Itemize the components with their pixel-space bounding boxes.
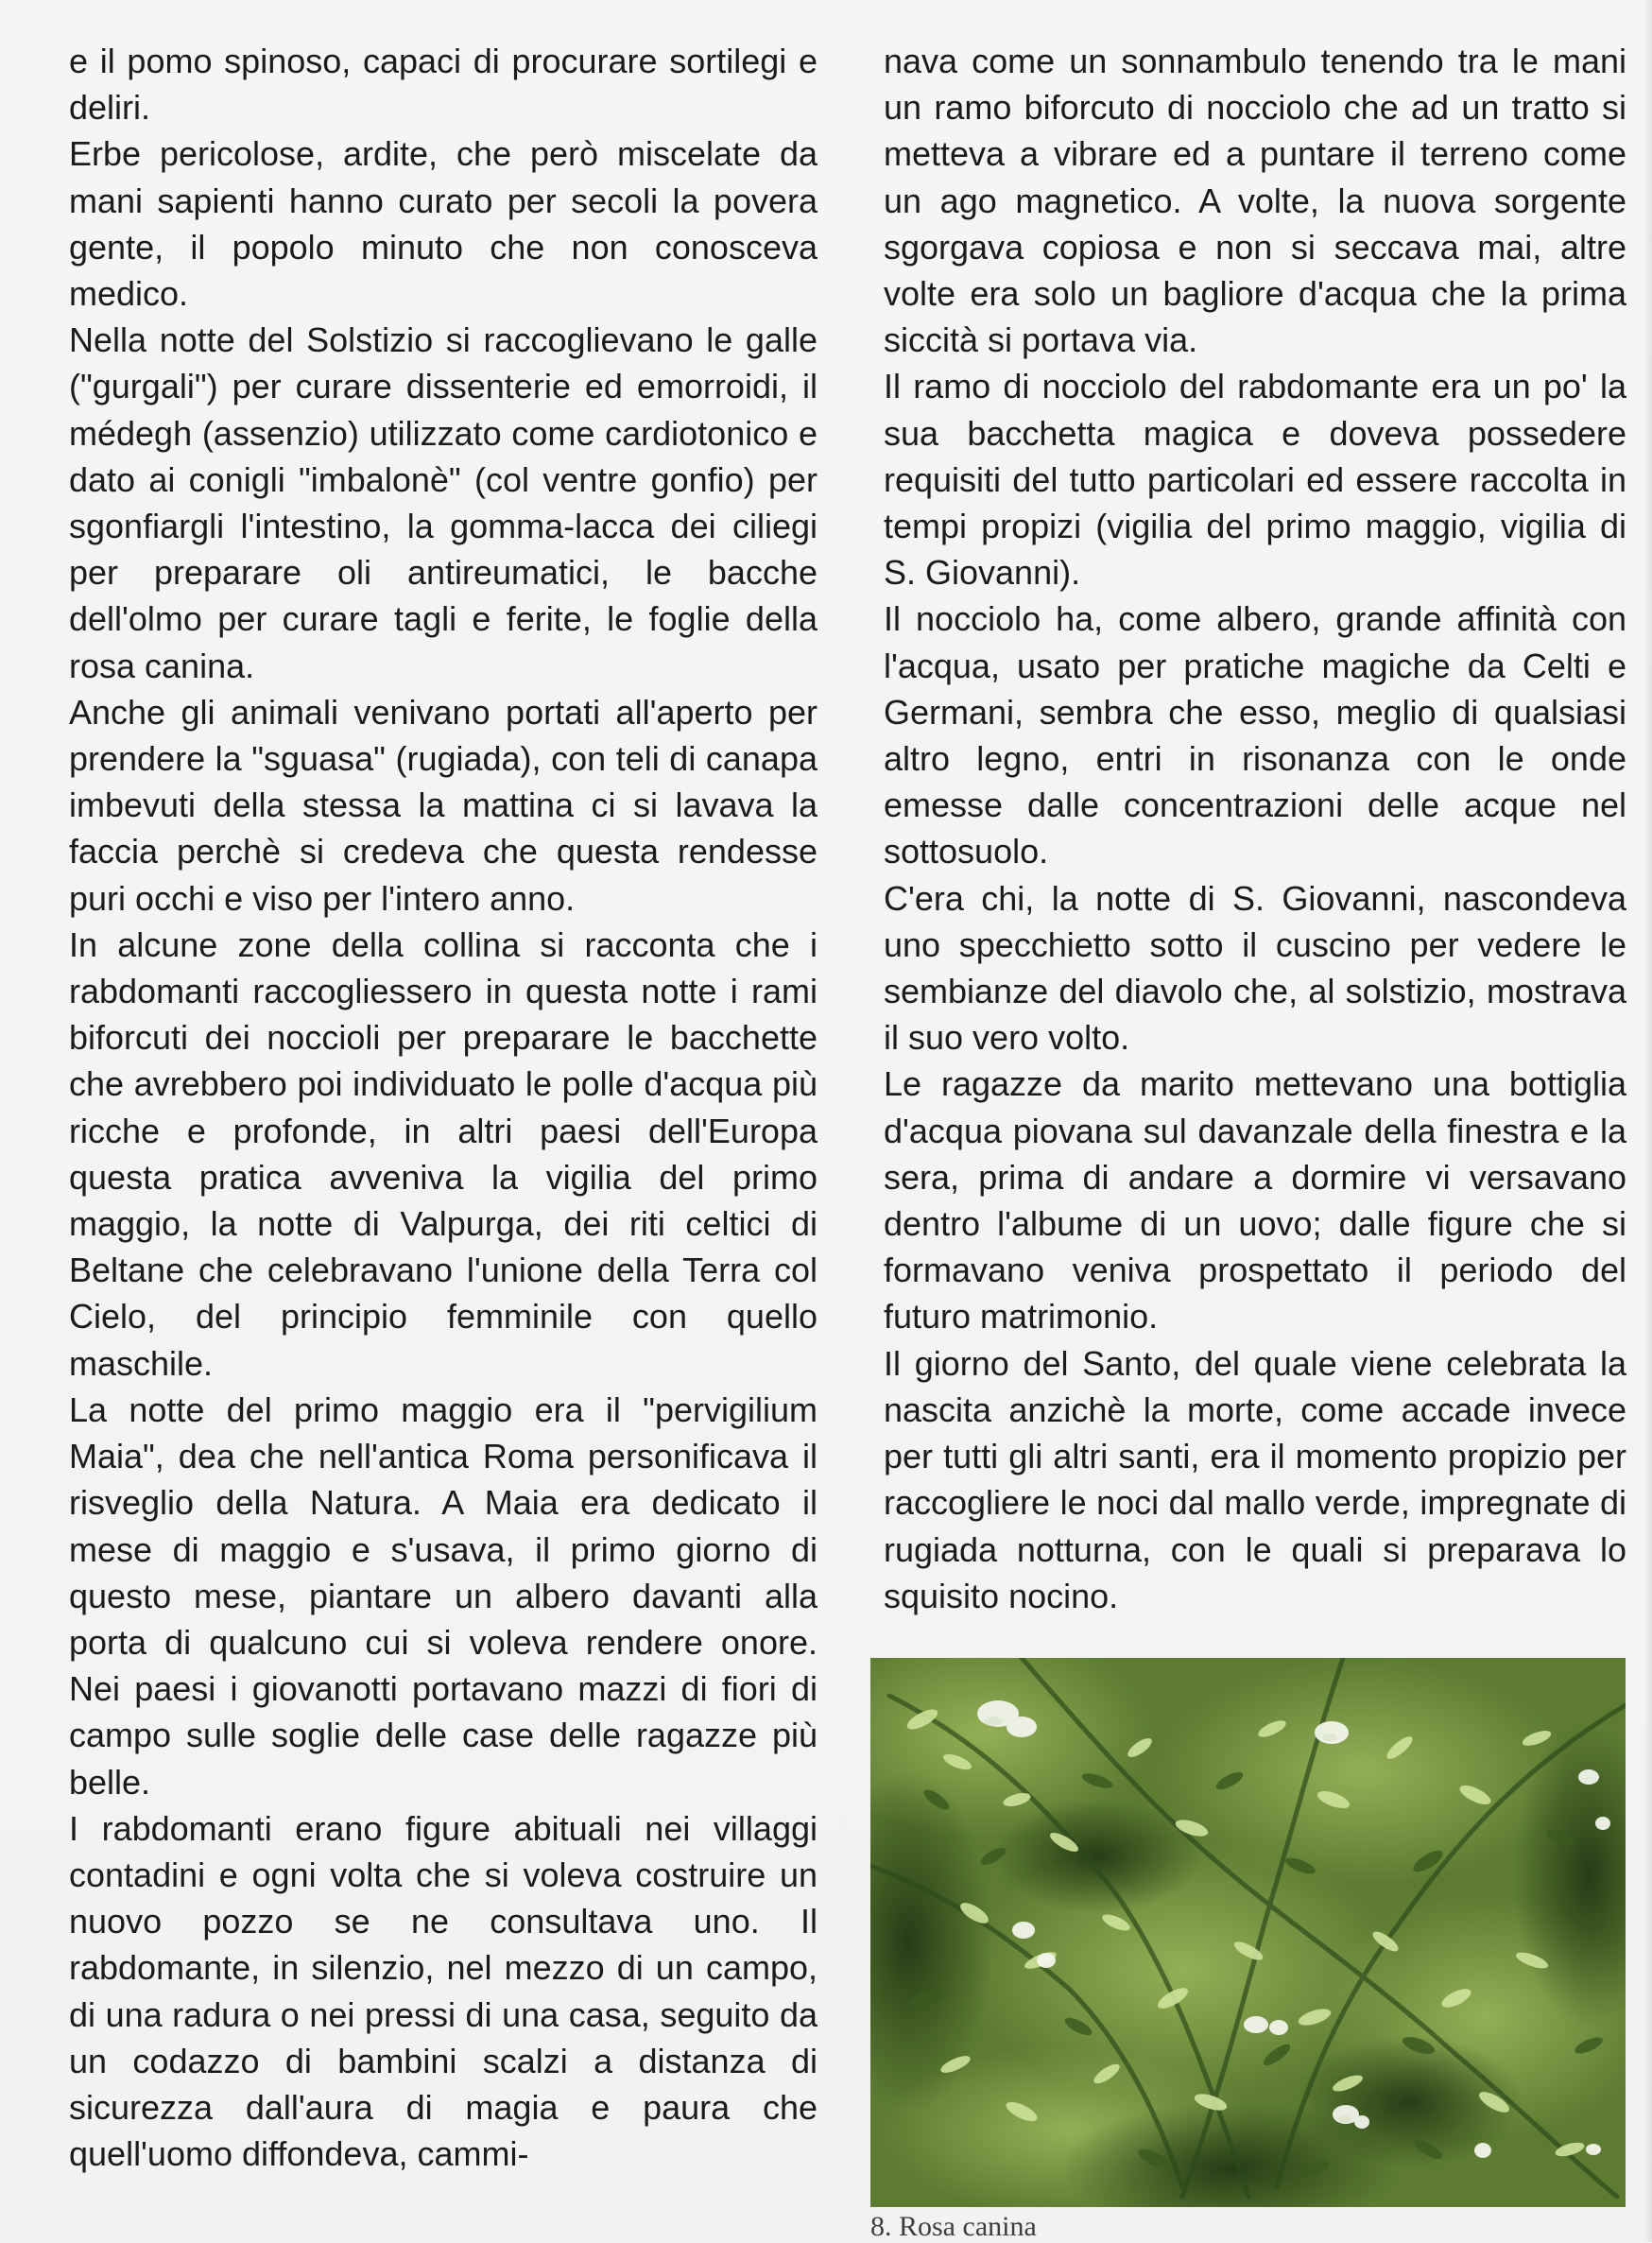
paragraph: Il nocciolo ha, come albero, grande affinità con l'acqua, usato per pratiche magiche da Celti e Germani, sembra che esso, meglio di qualsiasi altro legno, entri in risonanza con le onde emesse dalle concentrazioni delle acque nel sottosuolo.: [884, 599, 1626, 871]
scan-edge: [1644, 0, 1652, 2242]
paragraph: Anche gli animali venivano portati all'aperto per prendere la "sguasa" (rugiada), con teli di canapa imbevuti della stessa la mattina ci si lavava la faccia perchè si credeva che questa rendesse puri occhi e viso per l'intero anno.: [69, 692, 817, 918]
paragraph: e il pomo spinoso, capaci di procurare sortilegi e deliri.: [69, 42, 817, 128]
paragraph: C'era chi, la notte di S. Giovanni, nascondeva uno specchietto sotto il cuscino per vedere le sembianze del diavolo che, al solstizio, mostrava il suo vero volto.: [884, 878, 1626, 1058]
paragraph: Nella notte del Solstizio si raccoglievano le galle ("gurgali") per curare dissenterie ed emorroidi, il médegh (assenzio) utilizzato come cardiotonico e dato ai conigli "imbalonè" (col ventre gonfio) per sgonfiargli l'intestino, la gomma-lacca dei ciliegi per preparare oli antireumatici, le bacche dell'olmo per curare tagli e ferite, le foglie della rosa canina.: [69, 320, 817, 685]
paragraph: I rabdomanti erano figure abituali nei villaggi contadini e ogni volta che si voleva costruire un nuovo pozzo se ne consultava uno. Il rabdomante, in silenzio, nel mezzo di un campo, di una radura o nei pressi di una casa, seguito da un codazzo di bambini scalzi a distanza di sicurezza dall'aura di magia e paura che quell'uomo diffondeva, cammi-: [69, 1808, 817, 2174]
rosa-canina-photo: [870, 1658, 1626, 2207]
figure-caption: 8. Rosa canina: [870, 2211, 1037, 2242]
paragraph: La notte del primo maggio era il "pervigilium Maia", dea che nell'antica Roma personificava il risveglio della Natura. A Maia era dedicato il mese di maggio e s'usava, il primo giorno di questo mese, piantare un albero davanti alla porta di qualcuno cui si voleva rendere onore. Nei paesi i giovanotti portavano mazzi di fiori di campo sulle soglie delle case delle ragazze più belle.: [69, 1389, 817, 1802]
paragraph: Il giorno del Santo, del quale viene celebrata la nascita anzichè la morte, come accade invece per tutti gli altri santi, era il momento propizio per raccogliere le noci dal mallo verde, impregnate di rugiada notturna, con le quali si preparava lo squisito nocino.: [884, 1343, 1626, 1615]
left-text-column: [69, 38, 817, 2177]
paragraph: nava come un sonnambulo tenendo tra le mani un ramo biforcuto di nocciolo che ad un tratto si metteva a vibrare ed a puntare il terreno come un ago magnetico. A volte, la nuova sorgente sgorgava copiosa e non si seccava mai, altre volte era solo un bagliore d'acqua che la prima siccità si portava via.: [884, 42, 1626, 360]
paragraph: Il ramo di nocciolo del rabdomante era un po' la sua bacchetta magica e doveva possedere requisiti del tutto particolari ed essere raccolta in tempi propizi (vigilia del primo maggio, vigilia di S. Giovanni).: [884, 367, 1626, 593]
paragraph: Le ragazze da marito mettevano una bottiglia d'acqua piovana sul davanzale della finestra e la sera, prima di andare a dormire vi versavano dentro l'albume di un uovo; dalle figure che si formavano veniva prospettato il periodo del futuro matrimonio.: [884, 1064, 1626, 1337]
right-text-column: [884, 38, 1626, 1619]
paragraph: In alcune zone della collina si racconta che i rabdomanti raccogliessero in questa notte i rami biforcuti dei noccioli per preparare le bacchette che avrebbero poi individuato le polle d'acqua più ricche e profonde, in altri paesi dell'Europa questa pratica avveniva la vigilia del primo maggio, la notte di Valpurga, dei riti celtici di Beltane che celebravano l'unione della Terra col Cielo, del principio femminile con quello maschile.: [69, 924, 817, 1383]
paragraph: Erbe pericolose, ardite, che però miscelate da mani sapienti hanno curato per secoli la povera gente, il popolo minuto che non conosceva medico.: [69, 134, 817, 314]
